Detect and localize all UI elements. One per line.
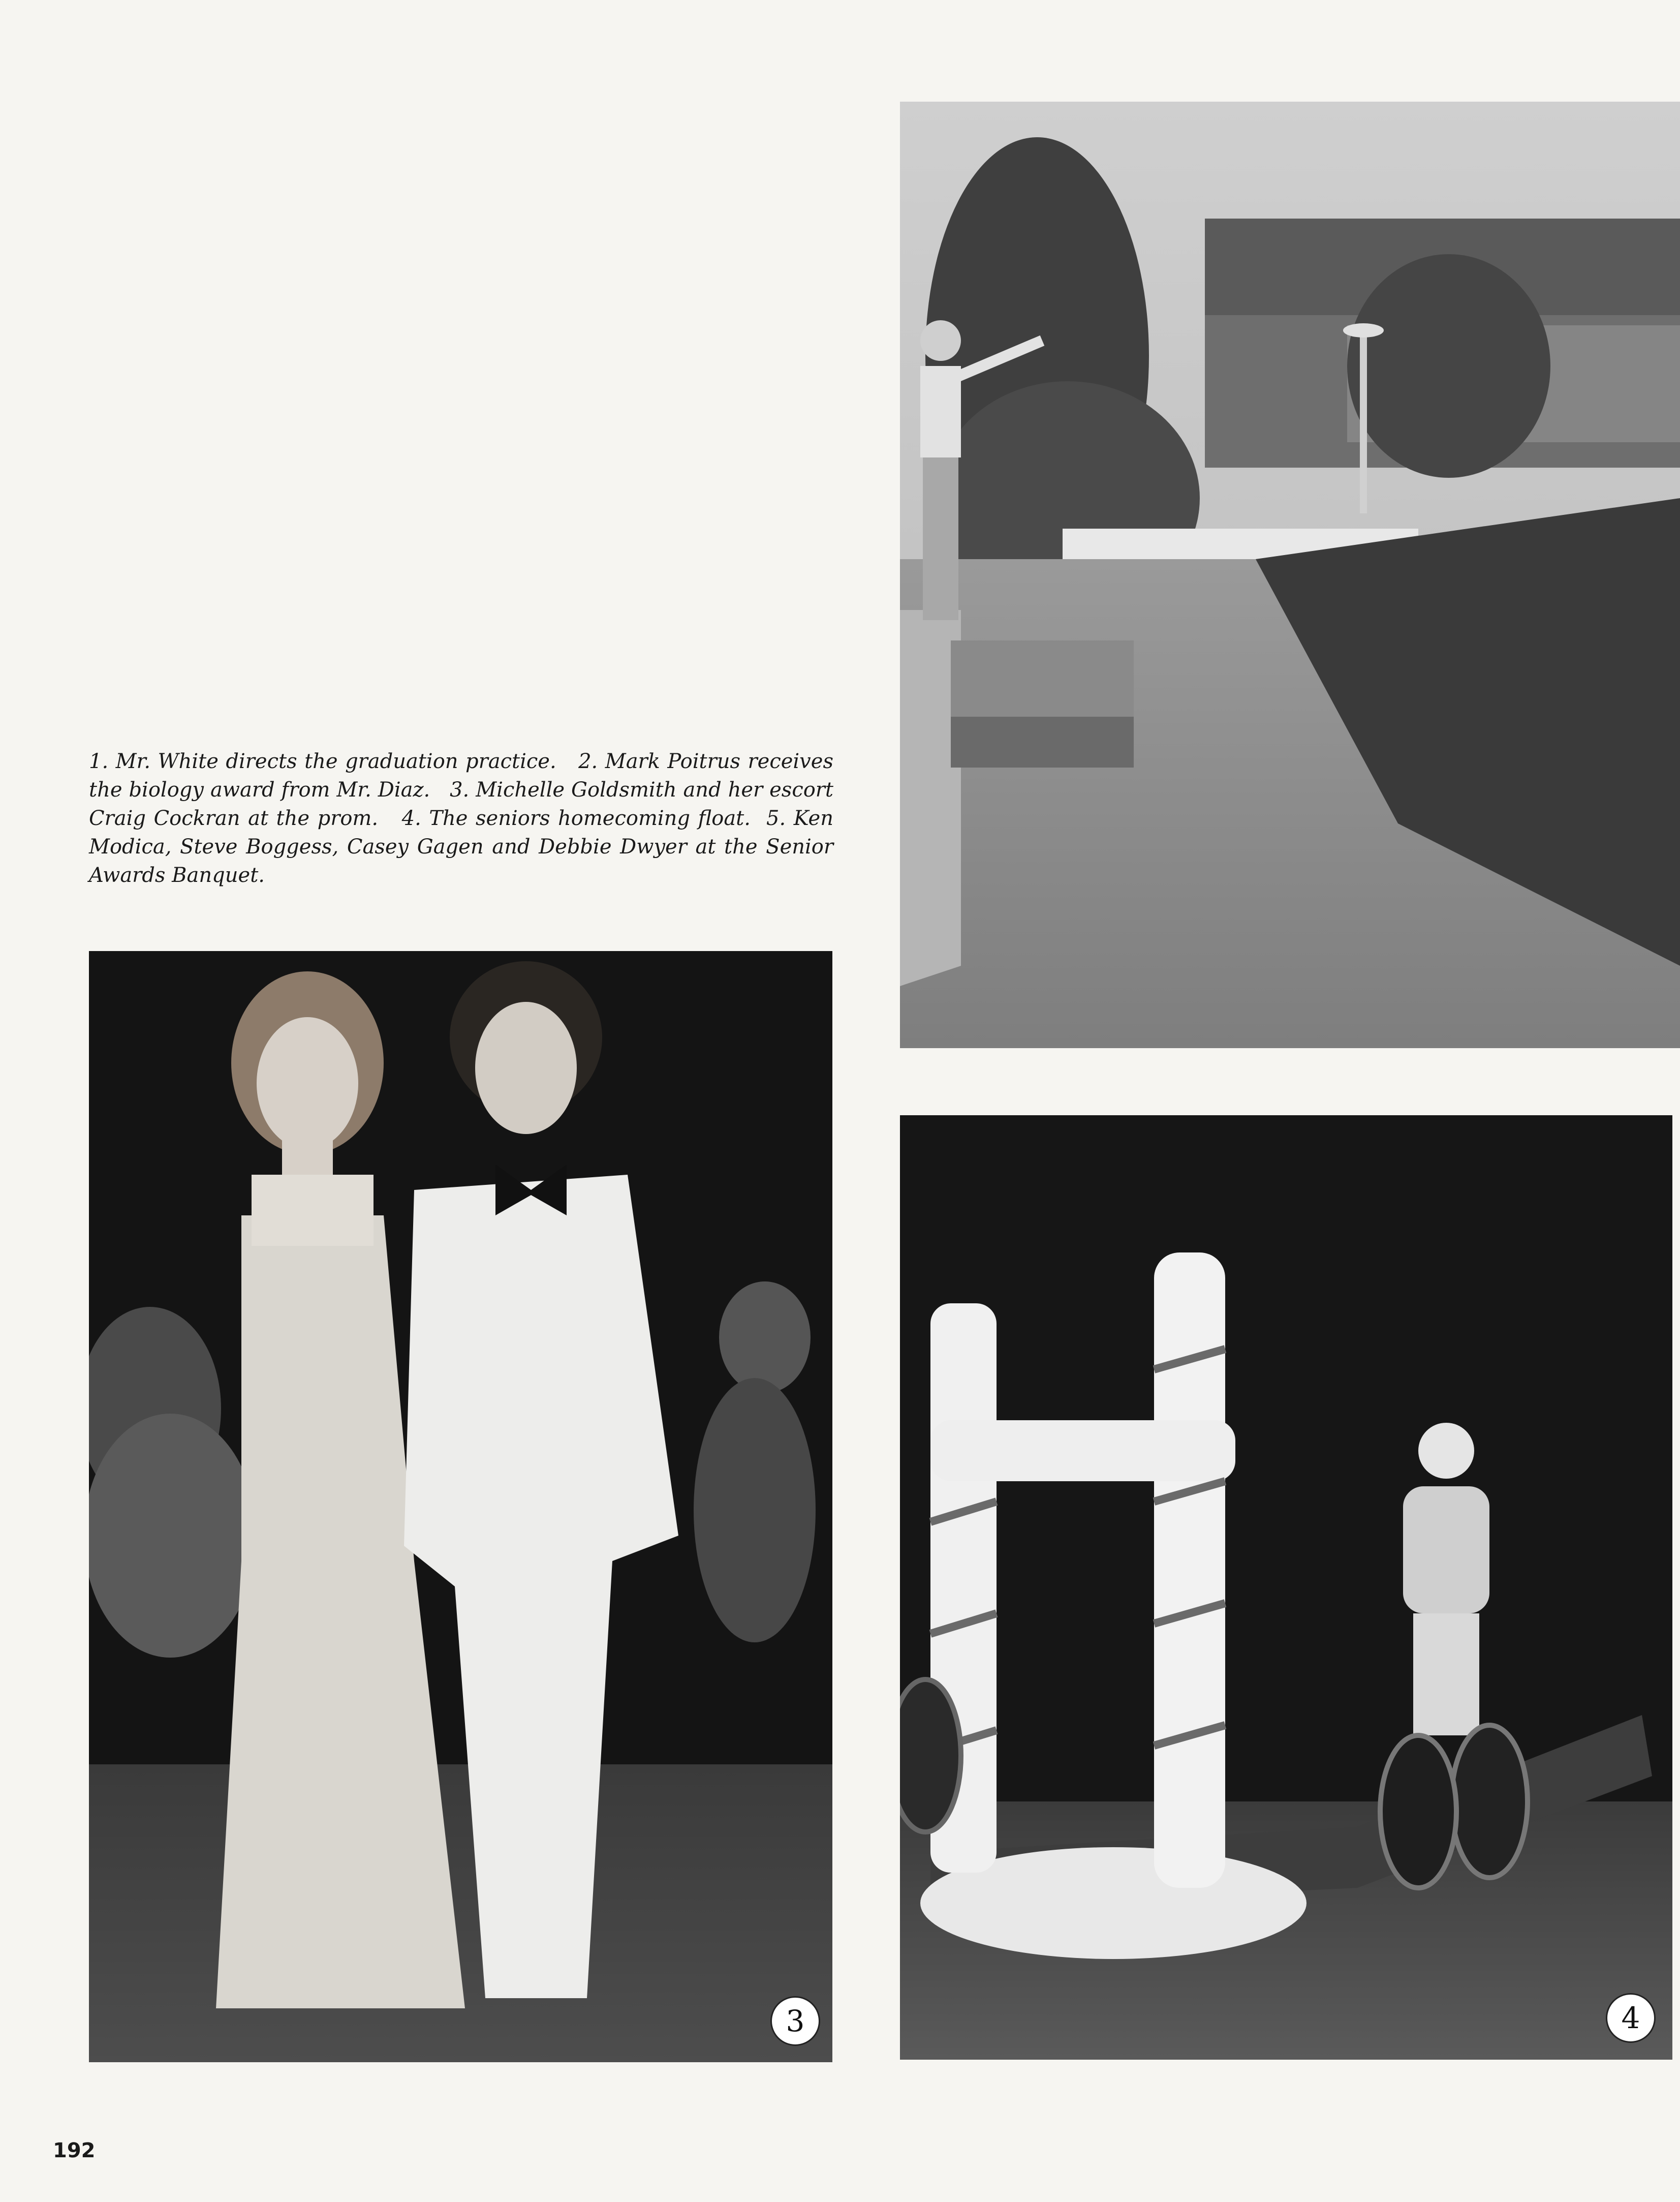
caption-item-1: 1. Mr. White directs the graduation practice. bbox=[89, 750, 556, 773]
graduation-practice-photo bbox=[900, 102, 1680, 1048]
photo-number-badge-4: 4 bbox=[1606, 1993, 1656, 2043]
caption-item-5: 5. Ken Modica, Steve Boggess, Casey Gagen and Debbie Dwyer at the Senior Awards Banquet. bbox=[89, 807, 833, 887]
photo-number-badge-3: 3 bbox=[770, 1996, 820, 2046]
page-number: 192 bbox=[53, 2139, 96, 2162]
photo-captions bbox=[89, 747, 833, 890]
caption-item-2: 2. Mark Poitrus receives the biology award from Mr. Diaz. bbox=[89, 750, 833, 802]
prom-couple-image bbox=[89, 951, 832, 2062]
prom-photo bbox=[89, 951, 832, 2062]
graduation-practice-image bbox=[900, 102, 1680, 1048]
homecoming-float-image bbox=[900, 1115, 1672, 2060]
caption-item-4: 4. The seniors homecoming float. bbox=[401, 807, 751, 830]
caption-item-3: 3. Michelle Goldsmith and her escort Craig Cockran at the prom. bbox=[89, 778, 833, 830]
homecoming-float-photo bbox=[900, 1115, 1672, 2060]
